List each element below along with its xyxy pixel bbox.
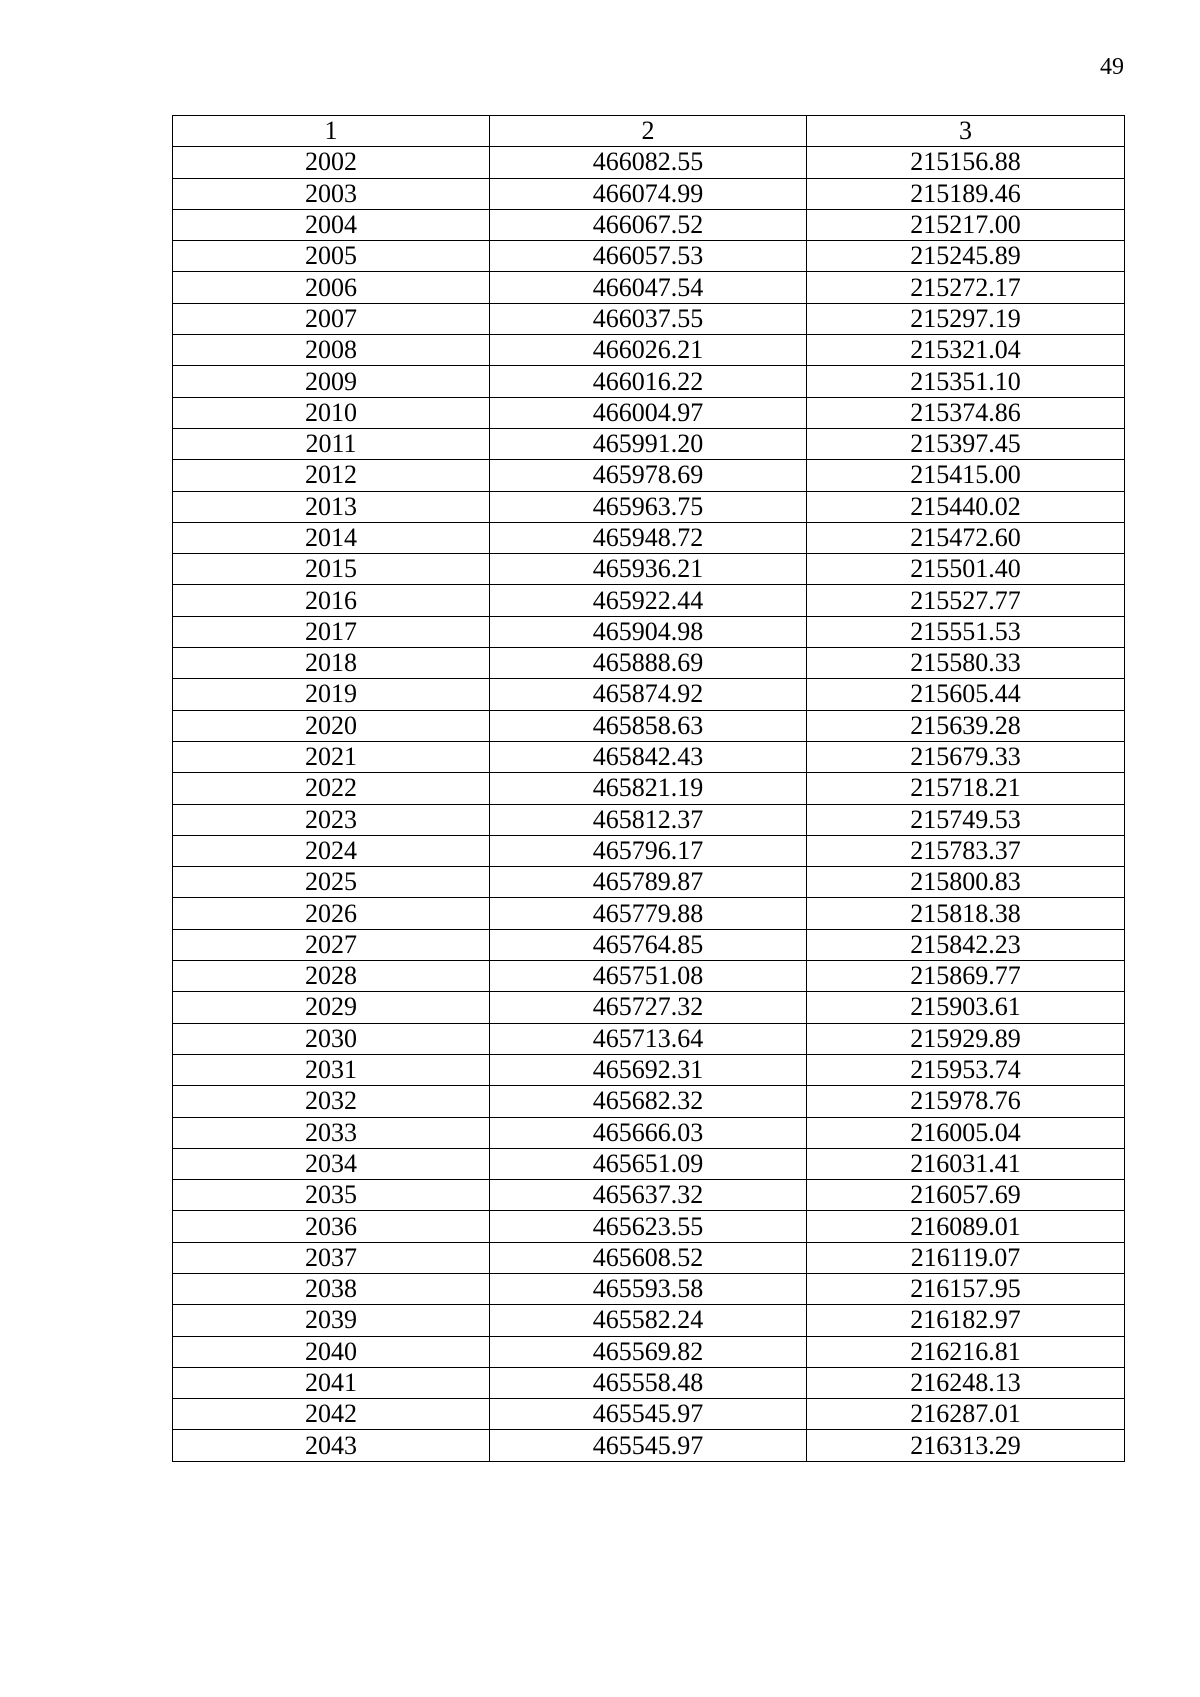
table-row — [173, 241, 1125, 272]
table-header — [173, 116, 1125, 147]
y-coordinate-cell: 215869.77 — [807, 961, 1125, 992]
table-row — [173, 303, 1125, 334]
table-row — [173, 710, 1125, 741]
point-number-cell: 2031 — [173, 1054, 490, 1085]
y-coordinate-cell: 215639.28 — [807, 710, 1125, 741]
table-row — [173, 1273, 1125, 1304]
x-coordinate-cell: 465727.32 — [490, 992, 807, 1023]
point-number-cell: 2025 — [173, 867, 490, 898]
x-coordinate-cell: 465569.82 — [490, 1336, 807, 1367]
point-number-cell: 2040 — [173, 1336, 490, 1367]
table-row — [173, 741, 1125, 772]
x-coordinate-cell: 465922.44 — [490, 585, 807, 616]
point-number-cell: 2043 — [173, 1430, 490, 1461]
x-coordinate-cell: 465558.48 — [490, 1367, 807, 1398]
x-coordinate-cell: 466004.97 — [490, 397, 807, 428]
y-coordinate-cell: 215783.37 — [807, 835, 1125, 866]
table-row — [173, 335, 1125, 366]
y-coordinate-cell: 215156.88 — [807, 147, 1125, 178]
y-coordinate-cell: 215718.21 — [807, 773, 1125, 804]
point-number-cell: 2013 — [173, 491, 490, 522]
point-number-cell: 2028 — [173, 961, 490, 992]
point-number-cell: 2009 — [173, 366, 490, 397]
table-row — [173, 648, 1125, 679]
point-number-cell: 2024 — [173, 835, 490, 866]
y-coordinate-cell: 215679.33 — [807, 741, 1125, 772]
point-number-cell: 2008 — [173, 335, 490, 366]
point-number-cell: 2033 — [173, 1117, 490, 1148]
x-coordinate-cell: 465545.97 — [490, 1430, 807, 1461]
column-header-2: 2 — [490, 116, 807, 147]
x-coordinate-cell: 465978.69 — [490, 460, 807, 491]
table-row — [173, 460, 1125, 491]
y-coordinate-cell: 216313.29 — [807, 1430, 1125, 1461]
point-number-cell: 2012 — [173, 460, 490, 491]
table-row — [173, 1054, 1125, 1085]
y-coordinate-cell: 215903.61 — [807, 992, 1125, 1023]
y-coordinate-cell: 215440.02 — [807, 491, 1125, 522]
x-coordinate-cell: 465608.52 — [490, 1242, 807, 1273]
point-number-cell: 2032 — [173, 1086, 490, 1117]
column-header-1: 1 — [173, 116, 490, 147]
y-coordinate-cell: 216089.01 — [807, 1211, 1125, 1242]
x-coordinate-cell: 465682.32 — [490, 1086, 807, 1117]
y-coordinate-cell: 215297.19 — [807, 303, 1125, 334]
point-number-cell: 2017 — [173, 616, 490, 647]
y-coordinate-cell: 215351.10 — [807, 366, 1125, 397]
y-coordinate-cell: 216031.41 — [807, 1148, 1125, 1179]
y-coordinate-cell: 215818.38 — [807, 898, 1125, 929]
table-row — [173, 1430, 1125, 1461]
point-number-cell: 2002 — [173, 147, 490, 178]
x-coordinate-cell: 465779.88 — [490, 898, 807, 929]
x-coordinate-cell: 465692.31 — [490, 1054, 807, 1085]
y-coordinate-cell: 215501.40 — [807, 554, 1125, 585]
x-coordinate-cell: 465936.21 — [490, 554, 807, 585]
point-number-cell: 2016 — [173, 585, 490, 616]
x-coordinate-cell: 466067.52 — [490, 209, 807, 240]
point-number-cell: 2027 — [173, 929, 490, 960]
x-coordinate-cell: 465812.37 — [490, 804, 807, 835]
point-number-cell: 2029 — [173, 992, 490, 1023]
y-coordinate-cell: 215929.89 — [807, 1023, 1125, 1054]
y-coordinate-cell: 215217.00 — [807, 209, 1125, 240]
table-row — [173, 1117, 1125, 1148]
point-number-cell: 2030 — [173, 1023, 490, 1054]
table-row — [173, 1023, 1125, 1054]
table-row — [173, 428, 1125, 459]
y-coordinate-cell: 216182.97 — [807, 1305, 1125, 1336]
table-row — [173, 867, 1125, 898]
x-coordinate-cell: 465789.87 — [490, 867, 807, 898]
table-row — [173, 679, 1125, 710]
page-number: 49 — [1100, 54, 1124, 80]
x-coordinate-cell: 466037.55 — [490, 303, 807, 334]
y-coordinate-cell: 215551.53 — [807, 616, 1125, 647]
table-row — [173, 178, 1125, 209]
point-number-cell: 2039 — [173, 1305, 490, 1336]
y-coordinate-cell: 215472.60 — [807, 522, 1125, 553]
point-number-cell: 2036 — [173, 1211, 490, 1242]
table-row — [173, 1336, 1125, 1367]
y-coordinate-cell: 216057.69 — [807, 1180, 1125, 1211]
x-coordinate-cell: 465764.85 — [490, 929, 807, 960]
point-number-cell: 2042 — [173, 1399, 490, 1430]
x-coordinate-cell: 466016.22 — [490, 366, 807, 397]
y-coordinate-cell: 216248.13 — [807, 1367, 1125, 1398]
x-coordinate-cell: 465874.92 — [490, 679, 807, 710]
point-number-cell: 2035 — [173, 1180, 490, 1211]
table-row — [173, 1367, 1125, 1398]
y-coordinate-cell: 215245.89 — [807, 241, 1125, 272]
point-number-cell: 2003 — [173, 178, 490, 209]
point-number-cell: 2019 — [173, 679, 490, 710]
x-coordinate-cell: 465751.08 — [490, 961, 807, 992]
table-row — [173, 773, 1125, 804]
x-coordinate-cell: 466026.21 — [490, 335, 807, 366]
table-row — [173, 835, 1125, 866]
y-coordinate-cell: 215397.45 — [807, 428, 1125, 459]
point-number-cell: 2022 — [173, 773, 490, 804]
x-coordinate-cell: 465888.69 — [490, 648, 807, 679]
point-number-cell: 2004 — [173, 209, 490, 240]
x-coordinate-cell: 466047.54 — [490, 272, 807, 303]
column-header-3: 3 — [807, 116, 1125, 147]
x-coordinate-cell: 465623.55 — [490, 1211, 807, 1242]
x-coordinate-cell: 465963.75 — [490, 491, 807, 522]
point-number-cell: 2023 — [173, 804, 490, 835]
y-coordinate-cell: 216119.07 — [807, 1242, 1125, 1273]
x-coordinate-cell: 466074.99 — [490, 178, 807, 209]
x-coordinate-cell: 466057.53 — [490, 241, 807, 272]
header-row — [173, 116, 1125, 147]
point-number-cell: 2020 — [173, 710, 490, 741]
x-coordinate-cell: 465821.19 — [490, 773, 807, 804]
x-coordinate-cell: 465545.97 — [490, 1399, 807, 1430]
y-coordinate-cell: 216005.04 — [807, 1117, 1125, 1148]
point-number-cell: 2005 — [173, 241, 490, 272]
table-row — [173, 898, 1125, 929]
point-number-cell: 2038 — [173, 1273, 490, 1304]
x-coordinate-cell: 465796.17 — [490, 835, 807, 866]
table-row — [173, 397, 1125, 428]
x-coordinate-cell: 465651.09 — [490, 1148, 807, 1179]
point-number-cell: 2010 — [173, 397, 490, 428]
coordinates-table — [172, 115, 1125, 1462]
x-coordinate-cell: 465713.64 — [490, 1023, 807, 1054]
point-number-cell: 2007 — [173, 303, 490, 334]
table-row — [173, 804, 1125, 835]
y-coordinate-cell: 215415.00 — [807, 460, 1125, 491]
table-row — [173, 1305, 1125, 1336]
table-row — [173, 1242, 1125, 1273]
table-row — [173, 616, 1125, 647]
y-coordinate-cell: 216216.81 — [807, 1336, 1125, 1367]
x-coordinate-cell: 465948.72 — [490, 522, 807, 553]
point-number-cell: 2006 — [173, 272, 490, 303]
y-coordinate-cell: 215749.53 — [807, 804, 1125, 835]
table-row — [173, 961, 1125, 992]
point-number-cell: 2026 — [173, 898, 490, 929]
y-coordinate-cell: 216157.95 — [807, 1273, 1125, 1304]
x-coordinate-cell: 465582.24 — [490, 1305, 807, 1336]
y-coordinate-cell: 215580.33 — [807, 648, 1125, 679]
x-coordinate-cell: 465637.32 — [490, 1180, 807, 1211]
table-row — [173, 1399, 1125, 1430]
table-row — [173, 1211, 1125, 1242]
table-row — [173, 554, 1125, 585]
point-number-cell: 2015 — [173, 554, 490, 585]
table-row — [173, 992, 1125, 1023]
x-coordinate-cell: 465991.20 — [490, 428, 807, 459]
table-row — [173, 491, 1125, 522]
table-row — [173, 147, 1125, 178]
y-coordinate-cell: 215842.23 — [807, 929, 1125, 960]
y-coordinate-cell: 216287.01 — [807, 1399, 1125, 1430]
table-row — [173, 209, 1125, 240]
table-row — [173, 366, 1125, 397]
y-coordinate-cell: 215527.77 — [807, 585, 1125, 616]
x-coordinate-cell: 465858.63 — [490, 710, 807, 741]
table-row — [173, 522, 1125, 553]
y-coordinate-cell: 215978.76 — [807, 1086, 1125, 1117]
x-coordinate-cell: 465666.03 — [490, 1117, 807, 1148]
x-coordinate-cell: 466082.55 — [490, 147, 807, 178]
y-coordinate-cell: 215321.04 — [807, 335, 1125, 366]
y-coordinate-cell: 215189.46 — [807, 178, 1125, 209]
point-number-cell: 2037 — [173, 1242, 490, 1273]
y-coordinate-cell: 215374.86 — [807, 397, 1125, 428]
point-number-cell: 2041 — [173, 1367, 490, 1398]
y-coordinate-cell: 215272.17 — [807, 272, 1125, 303]
point-number-cell: 2021 — [173, 741, 490, 772]
table-row — [173, 1086, 1125, 1117]
table-row — [173, 1180, 1125, 1211]
table-row — [173, 272, 1125, 303]
point-number-cell: 2014 — [173, 522, 490, 553]
table-row — [173, 929, 1125, 960]
x-coordinate-cell: 465842.43 — [490, 741, 807, 772]
point-number-cell: 2034 — [173, 1148, 490, 1179]
table-row — [173, 585, 1125, 616]
x-coordinate-cell: 465904.98 — [490, 616, 807, 647]
point-number-cell: 2011 — [173, 428, 490, 459]
point-number-cell: 2018 — [173, 648, 490, 679]
y-coordinate-cell: 215800.83 — [807, 867, 1125, 898]
x-coordinate-cell: 465593.58 — [490, 1273, 807, 1304]
y-coordinate-cell: 215953.74 — [807, 1054, 1125, 1085]
table-row — [173, 1148, 1125, 1179]
y-coordinate-cell: 215605.44 — [807, 679, 1125, 710]
table-body — [173, 147, 1125, 1461]
